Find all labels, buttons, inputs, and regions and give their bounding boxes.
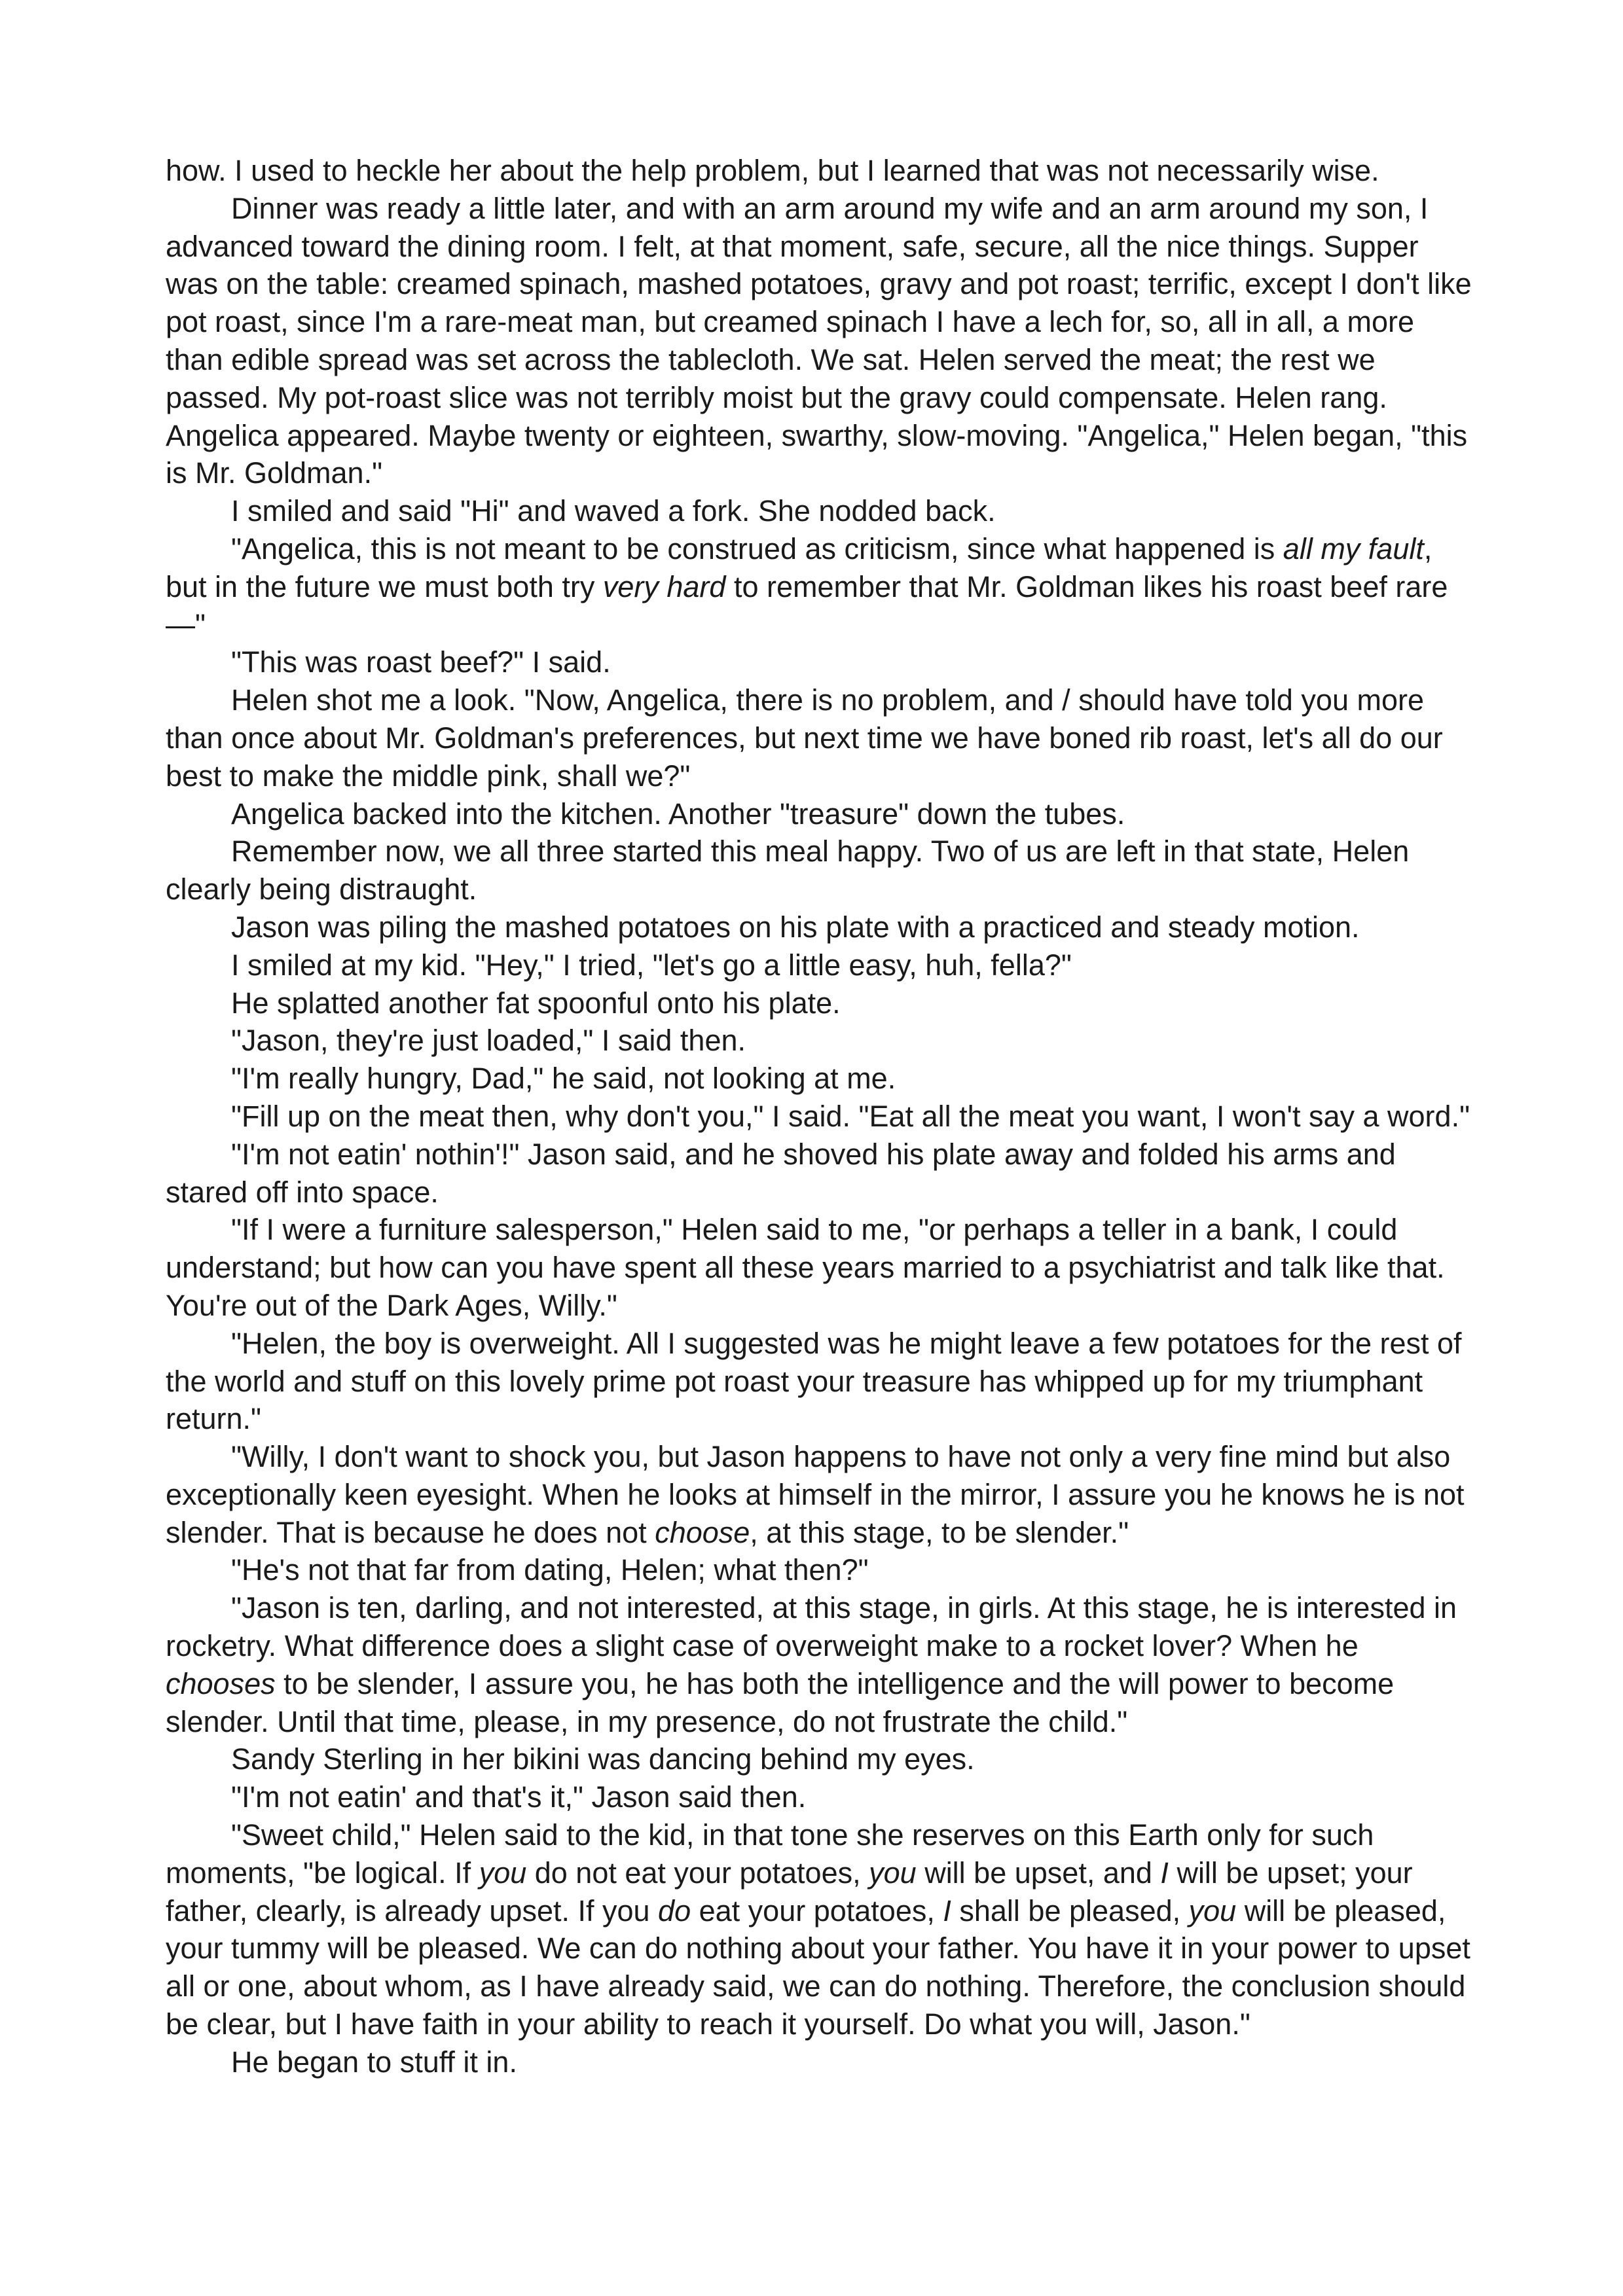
text-run: "Willy, I don't want to shock you, but Jason happens to have not only a very fine mind but also exceptionally keen eyesight. When he looks at himself in the mirror, I assure you he knows he is not slender. That is because he does not xyxy=(166,1440,1465,1549)
italic-run: you xyxy=(479,1856,527,1890)
paragraph xyxy=(166,152,1475,190)
paragraph xyxy=(166,1211,1475,1324)
paragraph xyxy=(166,1098,1475,1136)
text-run: , at this stage, to be slender." xyxy=(750,1515,1129,1549)
book-page xyxy=(166,152,1475,2081)
paragraph xyxy=(166,1325,1475,1438)
paragraph xyxy=(166,1551,1475,1589)
text-run: will be pleased, your tummy will be pleased. We can do nothing about your father. You have it in your power to upset all or one, about whom, as I have already said, we can do nothing. Therefore, the conclusion should be clear, but I have faith in your ability to reach it yourself. Do what you will, Jason." xyxy=(166,1893,1470,2041)
text-run: "Helen, the boy is overweight. All I suggested was he might leave a few potatoes for the rest of the world and stuff on this lovely prime pot roast your treasure has whipped up for my triumphant return." xyxy=(166,1326,1462,1436)
text-run: I smiled at my kid. "Hey," I tried, "let's go a little easy, huh, fella?" xyxy=(231,948,1072,982)
paragraph xyxy=(166,984,1475,1022)
text-run: "Jason is ten, darling, and not interested, at this stage, in girls. At this stage, he is interested in rocketry. What difference does a slight case of overweight make to a rocket lover? When he xyxy=(166,1591,1457,1663)
text-run: "I'm really hungry, Dad," he said, not looking at me. xyxy=(231,1062,896,1096)
italic-run: you xyxy=(869,1856,917,1890)
text-run: "Angelica, this is not meant to be construed as criticism, since what happened is xyxy=(231,531,1283,565)
text-run: eat your potatoes, xyxy=(691,1893,943,1928)
paragraph xyxy=(166,2043,1475,2081)
text-run: He splatted another fat spoonful onto his plate. xyxy=(231,986,841,1020)
text-run: "Fill up on the meat then, why don't you," I said. "Eat all the meat you want, I won't say a word." xyxy=(231,1099,1470,1133)
text-run: Sandy Sterling in her bikini was dancing behind my eyes. xyxy=(231,1742,975,1776)
text-run: will be upset; your father, clearly, is already upset. If you xyxy=(166,1856,1413,1928)
text-run: Jason was piling the mashed potatoes on his plate with a practiced and steady motion. xyxy=(231,910,1360,944)
italic-run: do xyxy=(658,1893,691,1928)
text-run: He began to stuff it in. xyxy=(231,2045,517,2079)
text-run: "If I were a furniture salesperson," Helen said to me, "or perhaps a teller in a bank, I could understand; but how can you have spent all these years married to a psychiatrist and talk like that. You're out of the Dark Ages, Willy." xyxy=(166,1213,1445,1322)
italic-run: all my fault xyxy=(1283,531,1424,565)
text-run: "Sweet child," Helen said to the kid, in that tone she reserves on this Earth only for such moments, "be logical. If xyxy=(166,1818,1374,1890)
text-run: Dinner was ready a little later, and with an arm around my wife and an arm around my son, I advanced toward the dining room. I felt, at that moment, safe, secure, all the nice things. Supper was on the table: creamed spinach, mashed potatoes, gravy and pot roast; terrific, except I don't like pot roast, since I'm a rare-meat man, but creamed spinach I have a lech for, so, all in all, a more than edible spread was set across the tablecloth. We sat. Helen served the meat; the rest we passed. My pot-roast slice was not terribly moist but the gravy could compensate. Helen rang. Angelica appeared. Maybe twenty or eighteen, swarthy, slow-moving. "Angelica," Helen began, "this is Mr. Goldman." xyxy=(166,191,1472,490)
text-run: "Jason, they're just loaded," I said then. xyxy=(231,1024,746,1058)
italic-run: I xyxy=(1160,1856,1169,1890)
paragraph xyxy=(166,946,1475,984)
text-run: shall be pleased, xyxy=(951,1893,1189,1928)
paragraph xyxy=(166,1060,1475,1098)
text-run: "I'm not eatin' nothin'!" Jason said, and he shoved his plate away and folded his arms and stared off into space. xyxy=(166,1137,1396,1209)
paragraph xyxy=(166,908,1475,946)
text-run: to remember that Mr. Goldman likes his roast beef rare—" xyxy=(166,569,1448,641)
paragraph xyxy=(166,1778,1475,1816)
text-run: to be slender, I assure you, he has both the intelligence and the will power to become slender. Until that time, please, in my presence, do not frustrate the child." xyxy=(166,1666,1395,1738)
paragraph xyxy=(166,643,1475,681)
italic-run: chooses xyxy=(166,1666,276,1700)
text-run: , but in the future we must both try xyxy=(166,531,1432,603)
paragraph xyxy=(166,190,1475,492)
paragraph xyxy=(166,795,1475,833)
paragraph xyxy=(166,833,1475,908)
paragraph xyxy=(166,492,1475,530)
text-run: Angelica backed into the kitchen. Another "treasure" down the tubes. xyxy=(231,797,1125,831)
paragraph xyxy=(166,681,1475,795)
italic-run: I xyxy=(943,1893,951,1928)
paragraph xyxy=(166,1740,1475,1778)
text-run: "He's not that far from dating, Helen; what then?" xyxy=(231,1553,869,1587)
paragraph xyxy=(166,1438,1475,1551)
text-run: "I'm not eatin' and that's it," Jason said then. xyxy=(231,1780,807,1814)
text-run: do not eat your potatoes, xyxy=(526,1856,869,1890)
text-run: Remember now, we all three started this meal happy. Two of us are left in that state, Helen clearly being distraught. xyxy=(166,834,1410,906)
text-run: how. I used to heckle her about the help problem, but I learned that was not necessarily wise. xyxy=(166,154,1379,187)
paragraph xyxy=(166,1136,1475,1211)
paragraph xyxy=(166,1589,1475,1740)
text-run: will be upset, and xyxy=(916,1856,1161,1890)
paragraph xyxy=(166,1022,1475,1060)
paragraph xyxy=(166,1816,1475,2043)
text-run: I smiled and said "Hi" and waved a fork. She nodded back. xyxy=(231,494,996,528)
italic-run: you xyxy=(1188,1893,1237,1928)
paragraph xyxy=(166,530,1475,643)
text-run: "This was roast beef?" I said. xyxy=(231,645,611,679)
italic-run: very hard xyxy=(602,569,726,603)
italic-run: choose xyxy=(655,1515,750,1549)
text-run: Helen shot me a look. "Now, Angelica, there is no problem, and / should have told you more than once about Mr. Goldman's preferences, but next time we have boned rib roast, let's all do our best to make the middle pink, shall we?" xyxy=(166,683,1443,793)
